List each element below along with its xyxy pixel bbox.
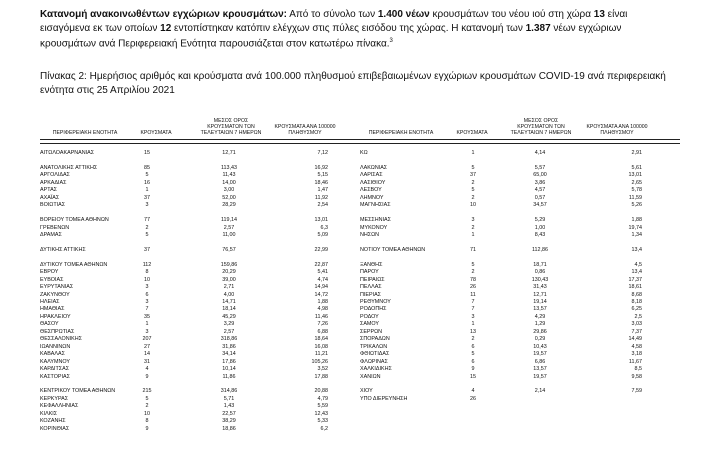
right-row-21-unit: ΡΟΔΟΠΗΣ: [360, 306, 387, 313]
left-row-23-cases: 1: [145, 321, 149, 328]
left-row-24-per100k: 6,88: [317, 328, 328, 335]
left-row-21-avg: 18,14: [222, 306, 236, 313]
left-row-17-unit: ΕΥΒΟΙΑΣ: [40, 276, 64, 283]
right-row-5-avg: 4,57: [534, 187, 546, 194]
left-row-36-per100k: 5,33: [317, 418, 328, 425]
right-row-29-unit: ΧΑΛΚΙΔΙΚΗΣ: [360, 366, 392, 373]
left-row-19-avg: 4,00: [223, 291, 235, 298]
intro-text-1: Από το σύνολο των: [286, 9, 378, 20]
left-row-33-unit: ΚΕΡΚΥΡΑΣ: [40, 395, 69, 402]
right-row-28-unit: ΦΛΩΡΙΝΑΣ: [360, 358, 388, 365]
right-row-9-avg: 5,29: [534, 217, 546, 224]
left-row-19-per100k: 14,72: [314, 291, 328, 298]
left-row-10-unit: ΓΡΕΒΕΝΩΝ: [40, 224, 70, 231]
right-row-21-cases: 7: [471, 306, 475, 313]
right-row-5-cases: 5: [471, 187, 475, 194]
left-row-19-unit: ΖΑΚΥΝΘΟΥ: [40, 291, 70, 298]
right-row-33-cases: 26: [470, 395, 476, 402]
left-row-7-per100k: 2,54: [317, 202, 328, 209]
left-row-15-unit: ΔΥΤΙΚΟΥ ΤΟΜΕΑ ΑΘΗΝΩΝ: [40, 261, 108, 268]
left-row-34-unit: ΚΕΦΑΛΛΗΝΙΑΣ: [40, 403, 79, 410]
right-row-13-per100k: 13,4: [631, 246, 642, 253]
right-row-25-avg: 0,29: [534, 336, 546, 343]
right-row-4-cases: 2: [471, 179, 475, 186]
left-row-13-avg: 76,57: [222, 246, 236, 253]
left-row-25-avg: 318,86: [220, 336, 238, 343]
right-row-6-avg: 0,57: [534, 194, 546, 201]
left-row-21-cases: 7: [145, 306, 149, 313]
intro-text-4: εντοπίστηκαν κατόπιν ελέγχων στις πύλες εισόδου της χώρας. Η κατανομή των: [171, 22, 526, 34]
header-rule-bottom: [40, 143, 680, 144]
right-row-17-per100k: 17,37: [628, 276, 642, 283]
left-row-6-cases: 37: [144, 194, 150, 201]
left-row-22-avg: 45,29: [222, 313, 236, 320]
left-row-27-cases: 14: [144, 351, 150, 358]
right-row-6-cases: 2: [471, 194, 475, 201]
right-row-21-avg: 13,57: [533, 306, 547, 313]
right-row-32-cases: 4: [471, 388, 475, 395]
right-row-11-cases: 1: [471, 231, 475, 238]
right-row-5-unit: ΛΕΣΒΟΥ: [360, 187, 382, 194]
right-row-16-avg: 0,86: [534, 269, 546, 276]
right-row-28-per100k: 11,67: [628, 358, 642, 365]
right-row-11-avg: 8,43: [534, 231, 546, 238]
right-row-32-unit: ΧΙΟΥ: [360, 388, 373, 395]
left-row-6-avg: 52,00: [222, 194, 236, 201]
intro-lead: Κατανομή ανακοινωθέντων εγχώριων κρουσμάτων:: [40, 9, 287, 20]
left-row-24-unit: ΘΕΣΠΡΩΤΙΑΣ: [40, 328, 75, 335]
table-caption: Πίνακας 2: Ημερήσιος αριθμός και κρούσματα ανά 100.000 πληθυσμού επιβεβαιωμένων εγχώριων κρουσμάτων COVID-19 ανά περιφερειακή ενότητα στις 25 Απριλίου 2021: [40, 71, 666, 96]
left-row-30-avg: 11,86: [222, 373, 236, 380]
left-row-13-per100k: 22,99: [314, 246, 328, 253]
right-row-10-cases: 2: [471, 224, 475, 231]
left-row-0-avg: 12,71: [222, 150, 236, 156]
left-row-3-per100k: 5,15: [317, 172, 328, 179]
left-row-30-unit: ΚΑΣΤΟΡΙΑΣ: [40, 373, 70, 380]
left-row-5-unit: ΑΡΤΑΣ: [40, 187, 58, 194]
right-row-3-per100k: 13,01: [628, 172, 642, 179]
right-row-22-unit: ΡΟΔΟΥ: [360, 313, 379, 320]
left-row-29-cases: 4: [145, 366, 149, 373]
left-row-25-cases: 207: [142, 336, 152, 343]
right-row-18-per100k: 18,61: [628, 284, 642, 291]
right-row-28-cases: 6: [471, 358, 475, 365]
right-row-30-unit: ΧΑΝΙΩΝ: [360, 373, 381, 380]
right-row-18-avg: 31,43: [533, 284, 547, 291]
left-row-24-avg: 2,57: [223, 328, 235, 335]
right-row-32-per100k: 7,59: [631, 388, 642, 395]
left-row-33-avg: 5,71: [223, 395, 235, 402]
right-row-2-unit: ΛΑΚΩΝΙΑΣ: [360, 164, 388, 171]
right-row-27-cases: 5: [471, 351, 475, 358]
right-row-7-avg: 34,57: [533, 202, 547, 209]
intro-text-2: κρουσμάτων του νέου ιού στη χώρα: [429, 9, 594, 20]
left-row-4-unit: ΑΡΚΑΔΙΑΣ: [40, 179, 67, 186]
left-row-32-avg: 314,86: [220, 388, 238, 395]
right-row-15-cases: 5: [471, 261, 475, 268]
left-row-34-per100k: 5,59: [317, 403, 328, 410]
right-row-18-unit: ΠΕΛΛΑΣ: [360, 284, 382, 291]
left-row-4-per100k: 18,46: [314, 179, 328, 186]
left-row-18-unit: ΕΥΡΥΤΑΝΙΑΣ: [40, 284, 74, 291]
left-row-35-avg: 22,57: [222, 410, 236, 417]
intro-domestic: 1.387: [525, 22, 551, 34]
left-row-35-per100k: 12,43: [314, 410, 328, 417]
left-row-4-cases: 16: [144, 179, 150, 186]
right-row-15-per100k: 4,5: [634, 261, 642, 268]
right-row-25-per100k: 14,49: [628, 336, 642, 343]
right-row-15-avg: 18,71: [533, 261, 547, 268]
right-row-7-per100k: 5,26: [631, 202, 642, 209]
right-row-30-per100k: 9,58: [631, 373, 642, 380]
left-row-2-unit: ΑΝΑΤΟΛΙΚΗΣ ΑΤΤΙΚΗΣ: [40, 164, 98, 171]
right-row-16-unit: ΠΑΡΟΥ: [360, 269, 379, 276]
left-row-20-cases: 3: [145, 299, 149, 305]
right-row-19-avg: 12,71: [533, 291, 547, 298]
right-row-9-cases: 3: [471, 217, 475, 224]
left-row-23-avg: 3,29: [223, 321, 235, 328]
left-row-29-unit: ΚΑΡΔΙΤΣΑΣ: [40, 366, 70, 373]
left-row-26-per100k: 16,08: [314, 343, 328, 350]
left-row-2-avg: 113,43: [220, 164, 238, 171]
left-row-24-cases: 3: [145, 328, 149, 335]
right-row-22-per100k: 2,5: [634, 313, 642, 320]
left-row-20-avg: 14,71: [222, 299, 236, 305]
left-row-0-per100k: 7,12: [317, 150, 328, 156]
left-row-18-cases: 3: [145, 284, 149, 291]
right-row-24-unit: ΣΕΡΡΩΝ: [360, 328, 383, 335]
right-row-30-cases: 15: [470, 373, 476, 380]
left-row-13-unit: ΔΥΤΙΚΗΣ ΑΤΤΙΚΗΣ: [40, 246, 86, 253]
right-row-17-avg: 130,43: [531, 276, 549, 283]
header-rule-top: [40, 139, 680, 140]
right-row-13-cases: 71: [470, 246, 476, 253]
right-row-6-unit: ΛΗΜΝΟΥ: [360, 194, 384, 201]
right-row-23-unit: ΣΑΜΟΥ: [360, 321, 380, 328]
header-avg-right: ΜΕΣΟΣ ΟΡΟΣ ΚΡΟΥΣΜΑΤΩΝ ΤΩΝ ΤΕΛΕΥΤΑΙΩΝ 7 ΗΜΕΡΩΝ: [510, 118, 572, 136]
right-row-5-per100k: 5,78: [631, 187, 642, 194]
left-row-0-cases: 15: [144, 150, 150, 156]
left-row-35-unit: ΚΙΛΚΙΣ: [40, 410, 58, 417]
left-row-5-per100k: 1,47: [317, 187, 328, 194]
intro-imported: 13: [593, 9, 605, 20]
right-row-3-avg: 65,00: [533, 172, 547, 179]
right-row-29-per100k: 8,5: [634, 366, 642, 373]
intro-paragraph: [40, 8, 680, 51]
left-row-28-per100k: 105,26: [311, 358, 328, 365]
right-row-20-unit: ΡΕΘΥΜΝΟΥ: [360, 299, 391, 305]
right-row-0-cases: 1: [471, 150, 475, 156]
left-row-3-cases: 5: [145, 172, 149, 179]
left-row-36-avg: 38,29: [222, 418, 236, 425]
right-row-0-avg: 4,14: [534, 150, 546, 156]
right-row-0-per100k: 2,91: [631, 150, 642, 156]
left-row-3-unit: ΑΡΓΟΛΙΔΑΣ: [40, 172, 70, 179]
left-row-10-avg: 2,57: [223, 224, 235, 231]
right-row-7-cases: 10: [470, 202, 476, 209]
right-row-11-per100k: 1,34: [631, 231, 642, 238]
left-row-33-per100k: 4,79: [317, 395, 328, 402]
right-row-26-per100k: 4,58: [631, 343, 642, 350]
left-row-29-per100k: 3,52: [317, 366, 328, 373]
left-row-4-avg: 14,00: [222, 179, 236, 186]
left-row-16-unit: ΕΒΡΟΥ: [40, 269, 59, 276]
left-row-27-per100k: 11,21: [314, 351, 328, 358]
right-row-16-per100k: 13,4: [631, 269, 642, 276]
left-row-33-cases: 5: [145, 395, 149, 402]
right-row-23-per100k: 3,03: [631, 321, 642, 328]
right-row-25-unit: ΣΠΟΡΑΔΩΝ: [360, 336, 390, 343]
left-row-15-avg: 159,86: [220, 261, 238, 268]
left-row-7-unit: ΒΟΙΩΤΙΑΣ: [40, 202, 66, 209]
right-row-3-cases: 37: [470, 172, 476, 179]
left-row-2-per100k: 16,92: [314, 164, 328, 171]
right-row-33-unit: ΥΠΟ ΔΙΕΡΕΥΝΗΣΗ: [360, 395, 408, 402]
right-row-27-unit: ΦΘΙΩΤΙΔΑΣ: [360, 351, 390, 358]
right-row-2-avg: 5,57: [534, 164, 546, 171]
right-row-10-per100k: 19,74: [628, 224, 642, 231]
left-row-5-cases: 1: [145, 187, 149, 194]
right-row-29-cases: 9: [471, 366, 475, 373]
intro-border: 12: [160, 22, 172, 34]
header-cases-left: ΚΡΟΥΣΜΑΤΑ: [140, 130, 172, 136]
left-row-26-cases: 27: [144, 343, 150, 350]
right-row-10-avg: 1,00: [534, 224, 546, 231]
left-row-26-avg: 31,86: [222, 343, 236, 350]
left-row-36-unit: ΚΟΖΑΝΗΣ: [40, 418, 66, 425]
left-row-22-cases: 35: [144, 313, 150, 320]
left-row-37-avg: 18,86: [222, 425, 236, 432]
right-row-19-per100k: 8,68: [631, 291, 642, 298]
right-row-25-cases: 2: [471, 336, 475, 343]
right-row-10-unit: ΜΥΚΟΝΟΥ: [360, 224, 388, 231]
right-row-27-avg: 19,57: [533, 351, 547, 358]
right-row-11-unit: ΝΗΣΩΝ: [360, 231, 380, 238]
right-row-26-cases: 6: [471, 343, 475, 350]
left-row-21-unit: ΗΜΑΘΙΑΣ: [40, 306, 65, 313]
left-row-25-unit: ΘΕΣΣΑΛΟΝΙΚΗΣ: [40, 336, 82, 343]
left-row-2-cases: 85: [144, 164, 150, 171]
header-avg-left: ΜΕΣΟΣ ΟΡΟΣ ΚΡΟΥΣΜΑΤΩΝ ΤΩΝ ΤΕΛΕΥΤΑΙΩΝ 7 ΗΜΕΡΩΝ: [200, 118, 262, 136]
header-per100k-left: ΚΡΟΥΣΜΑΤΑ ΑΝΑ 100000 ΠΛΗΘΥΣΜΟΥ: [274, 124, 336, 136]
right-row-16-cases: 2: [471, 269, 475, 276]
right-row-24-cases: 13: [470, 328, 476, 335]
left-row-32-unit: ΚΕΝΤΡΙΚΟΥ ΤΟΜΕΑ ΑΘΗΝΩΝ: [40, 388, 116, 395]
left-row-13-cases: 37: [144, 246, 150, 253]
left-row-18-per100k: 14,94: [314, 284, 328, 291]
left-row-36-cases: 8: [145, 418, 149, 425]
left-row-6-unit: ΑΧΑΪΑΣ: [40, 194, 60, 201]
right-row-20-cases: 7: [471, 299, 475, 305]
left-row-16-per100k: 5,41: [317, 269, 328, 276]
left-row-26-unit: ΙΩΑΝΝΙΝΩΝ: [40, 343, 71, 350]
left-row-23-per100k: 7,26: [317, 321, 328, 328]
left-row-9-avg: 119,14: [220, 217, 238, 224]
right-row-29-avg: 13,57: [533, 366, 547, 373]
intro-new-cases: 1.400 νέων: [377, 9, 430, 20]
right-row-22-cases: 3: [471, 313, 475, 320]
left-row-15-cases: 112: [142, 261, 152, 268]
right-row-20-per100k: 8,18: [631, 299, 642, 305]
header-cases-right: ΚΡΟΥΣΜΑΤΑ: [456, 130, 488, 136]
left-row-30-cases: 9: [145, 373, 149, 380]
left-row-28-cases: 31: [144, 358, 150, 365]
right-row-26-avg: 10,43: [533, 343, 547, 350]
intro-text-5: νέων εγχώριων κρουσμάτων ανά Περιφερειακή Ενότητα παρουσιάζεται στον κατωτέρω πίνακα.: [40, 22, 622, 50]
left-row-23-unit: ΘΑΣΟΥ: [40, 321, 59, 328]
right-row-19-cases: 11: [470, 291, 476, 298]
left-row-25-per100k: 18,64: [314, 336, 328, 343]
left-row-3-avg: 11,43: [222, 172, 236, 179]
left-row-16-avg: 20,29: [222, 269, 236, 276]
right-row-13-avg: 112,86: [531, 246, 549, 253]
left-row-9-cases: 77: [144, 217, 150, 224]
left-row-11-avg: 11,00: [222, 231, 236, 238]
left-row-28-unit: ΚΑΛΥΜΝΟΥ: [40, 358, 70, 365]
left-row-7-cases: 3: [145, 202, 149, 209]
left-row-29-avg: 10,14: [222, 366, 236, 373]
left-row-30-per100k: 17,88: [314, 373, 328, 380]
left-row-17-per100k: 4,74: [317, 276, 328, 283]
left-row-37-cases: 9: [145, 425, 149, 432]
right-row-22-avg: 4,29: [534, 313, 546, 320]
left-row-32-per100k: 20,88: [314, 388, 328, 395]
cases-table: [40, 118, 680, 458]
right-row-7-unit: ΜΑΓΝΗΣΙΑΣ: [360, 202, 391, 209]
left-row-27-unit: ΚΑΒΑΛΑΣ: [40, 351, 65, 358]
left-row-15-per100k: 22,87: [314, 261, 328, 268]
left-row-27-avg: 34,14: [222, 351, 236, 358]
footnote-ref: 3: [389, 38, 393, 44]
right-row-4-unit: ΛΑΣΙΘΙΟΥ: [360, 179, 386, 186]
left-row-20-unit: ΗΛΕΙΑΣ: [40, 299, 60, 305]
left-row-9-per100k: 13,01: [314, 217, 328, 224]
left-row-37-unit: ΚΟΡΙΝΘΙΑΣ: [40, 425, 70, 432]
left-row-6-per100k: 11,92: [314, 194, 328, 201]
right-row-23-cases: 1: [471, 321, 475, 328]
left-row-0-unit: ΑΙΤΩΛΟΑΚΑΡΝΑΝΙΑΣ: [40, 150, 95, 156]
left-row-16-cases: 8: [145, 269, 149, 276]
right-row-13-unit: ΝΟΤΙΟΥ ΤΟΜΕΑ ΑΘΗΝΩΝ: [360, 246, 426, 253]
right-row-6-per100k: 11,59: [628, 194, 642, 201]
right-row-19-unit: ΠΙΕΡΙΑΣ: [360, 291, 382, 298]
right-row-32-avg: 2,14: [534, 388, 546, 395]
left-row-21-per100k: 4,98: [317, 306, 328, 313]
right-row-2-per100k: 5,61: [631, 164, 642, 171]
left-row-22-unit: ΗΡΑΚΛΕΙΟΥ: [40, 313, 71, 320]
right-row-28-avg: 6,86: [534, 358, 546, 365]
left-row-9-unit: ΒΟΡΕΙΟΥ ΤΟΜΕΑ ΑΘΗΝΩΝ: [40, 217, 109, 224]
right-row-3-unit: ΛΑΡΙΣΑΣ: [360, 172, 383, 179]
left-row-17-cases: 10: [144, 276, 150, 283]
left-row-22-per100k: 11,46: [314, 313, 328, 320]
right-row-21-per100k: 6,25: [631, 306, 642, 313]
right-row-24-per100k: 7,37: [631, 328, 642, 335]
header-unit-left: ΠΕΡΙΦΕΡΕΙΑΚΗ ΕΝΟΤΗΤΑ: [52, 130, 118, 136]
left-row-11-cases: 5: [145, 231, 149, 238]
left-row-10-cases: 2: [145, 224, 149, 231]
left-row-18-avg: 2,71: [223, 284, 235, 291]
left-row-11-unit: ΔΡΑΜΑΣ: [40, 231, 62, 238]
left-row-34-cases: 2: [145, 403, 149, 410]
left-row-37-per100k: 6,2: [320, 425, 328, 432]
right-row-30-avg: 19,57: [533, 373, 547, 380]
intro-text-3: είναι εισαγόμενα εκ των οποίων: [40, 9, 628, 34]
left-row-28-avg: 17,86: [222, 358, 236, 365]
right-row-24-avg: 29,86: [533, 328, 547, 335]
left-row-19-cases: 6: [145, 291, 149, 298]
left-row-34-avg: 1,43: [223, 403, 235, 410]
right-row-2-cases: 5: [471, 164, 475, 171]
header-per100k-right: ΚΡΟΥΣΜΑΤΑ ΑΝΑ 100000 ΠΛΗΘΥΣΜΟΥ: [586, 124, 648, 136]
left-row-20-per100k: 1,88: [317, 299, 328, 305]
right-row-17-cases: 78: [470, 276, 476, 283]
left-row-32-cases: 215: [142, 388, 152, 395]
left-row-7-avg: 28,29: [222, 202, 236, 209]
left-row-17-avg: 39,00: [222, 276, 236, 283]
right-row-15-unit: ΞΑΝΘΗΣ: [360, 261, 383, 268]
left-row-10-per100k: 6,3: [320, 224, 328, 231]
left-row-11-per100k: 5,09: [317, 231, 328, 238]
right-row-0-unit: ΚΩ: [360, 150, 368, 156]
right-row-23-avg: 1,29: [534, 321, 546, 328]
right-row-4-avg: 3,86: [534, 179, 546, 186]
left-row-5-avg: 3,00: [223, 187, 235, 194]
right-row-27-per100k: 3,18: [631, 351, 642, 358]
right-row-17-unit: ΠΕΙΡΑΙΩΣ: [360, 276, 385, 283]
right-row-4-per100k: 2,65: [631, 179, 642, 186]
right-row-18-cases: 26: [470, 284, 476, 291]
left-row-35-cases: 10: [144, 410, 150, 417]
right-row-26-unit: ΤΡΙΚΑΛΩΝ: [360, 343, 388, 350]
right-row-9-per100k: 1,88: [631, 217, 642, 224]
header-unit-right: ΠΕΡΙΦΕΡΕΙΑΚΗ ΕΝΟΤΗΤΑ: [368, 130, 434, 136]
right-row-20-avg: 19,14: [533, 299, 547, 305]
right-row-9-unit: ΜΕΣΣΗΝΙΑΣ: [360, 217, 391, 224]
